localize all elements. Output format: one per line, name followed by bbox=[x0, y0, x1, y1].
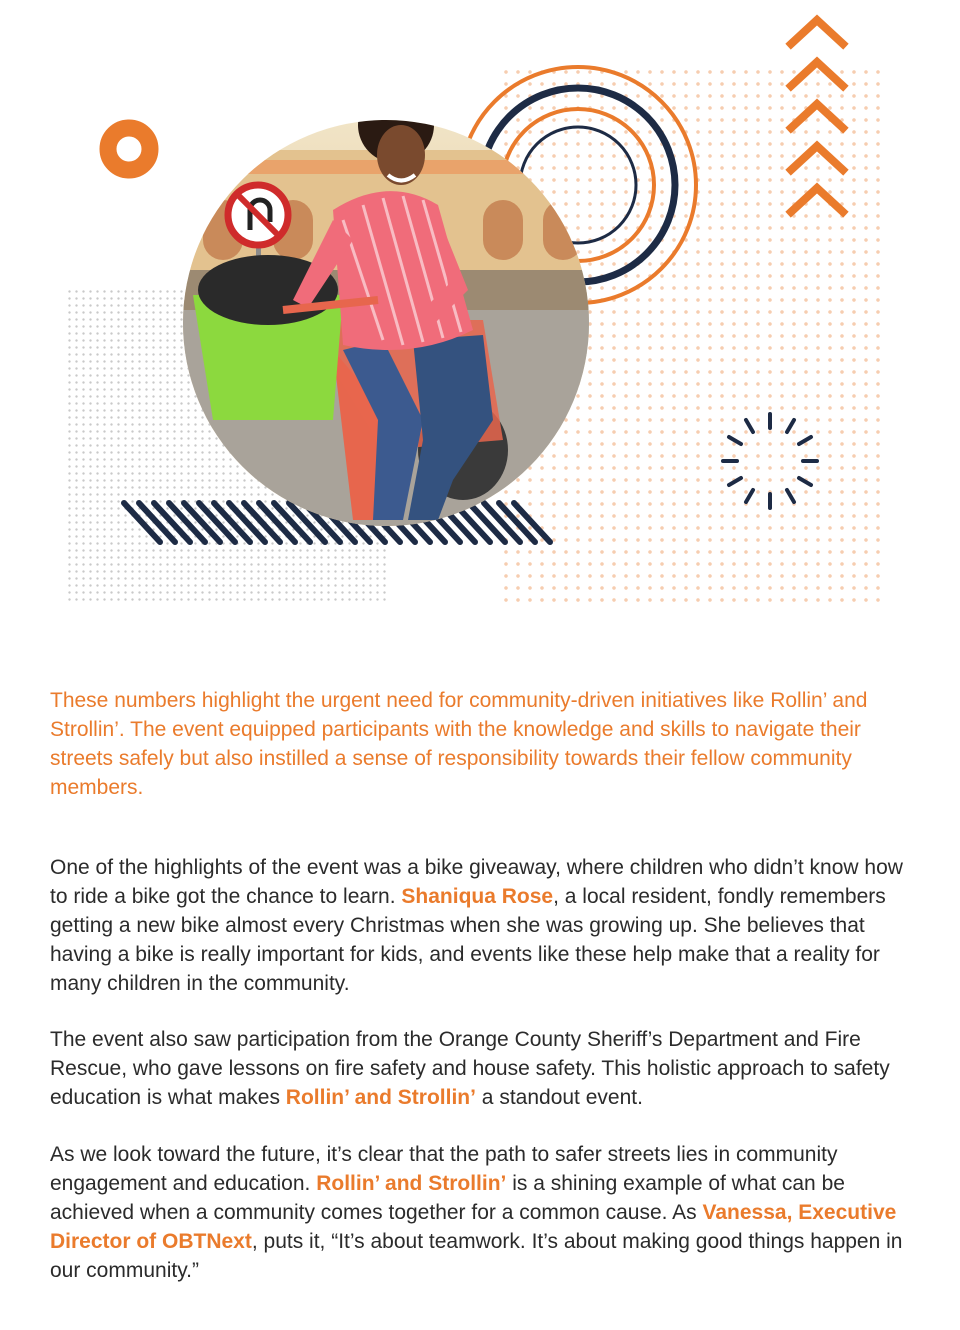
p2-text-b: a standout event. bbox=[475, 1086, 643, 1109]
p3-text-c: , puts it, “It’s about teamwork. It’s about making good things happen in our community.” bbox=[50, 1230, 903, 1282]
cyclist-photo bbox=[183, 120, 589, 526]
chevron-up-stack-icon bbox=[791, 20, 843, 212]
p1-text-a: One of the highlights of the event was a bike giveaway, where children who didn’t know how to ride a bike got the chance to learn. bbox=[50, 856, 903, 908]
sheriff-paragraph bbox=[50, 1025, 912, 1112]
orange-ring-icon bbox=[108, 128, 150, 170]
p3-text-a: As we look toward the future, it’s clear that the path to safer streets lies in community engagement and education. bbox=[50, 1143, 838, 1195]
intro-paragraph: These numbers highlight the urgent need for community-driven initiatives like Rollin’ and Strollin’. The event equipped participants with the knowledge and skills to navigate their streets safely but also instilled a sense of responsibility towards their fellow community members. bbox=[50, 689, 868, 799]
future-paragraph bbox=[50, 1140, 912, 1285]
highlight-vanessa: Vanessa, Executive Director of OBTNext bbox=[50, 1201, 897, 1253]
p3-text-b: is a shining example of what can be achieved when a community comes together for a common cause. As bbox=[50, 1172, 845, 1224]
highlight-rollin-strollin: Rollin’ and Strollin’ bbox=[316, 1172, 507, 1195]
bike-giveaway-paragraph bbox=[50, 853, 912, 998]
p2-text-a: The event also saw participation from the Orange County Sheriff’s Department and Fire Rescue, who gave lessons on fire safety and house safety. This holistic approach to safety education is what makes bbox=[50, 1028, 890, 1109]
sunburst-dashes-icon bbox=[723, 414, 817, 508]
p1-text-b: , a local resident, fondly remembers getting a new bike almost every Christmas when she was growing up. She believes that having a bike is really important for kids, and events like these help make that a reality for many children in the community. bbox=[50, 885, 886, 995]
highlight-shaniqua-rose: Shaniqua Rose bbox=[401, 885, 554, 908]
highlight-rollin-strollin: Rollin’ and Strollin’ bbox=[285, 1086, 476, 1109]
hero-graphic bbox=[0, 0, 960, 630]
